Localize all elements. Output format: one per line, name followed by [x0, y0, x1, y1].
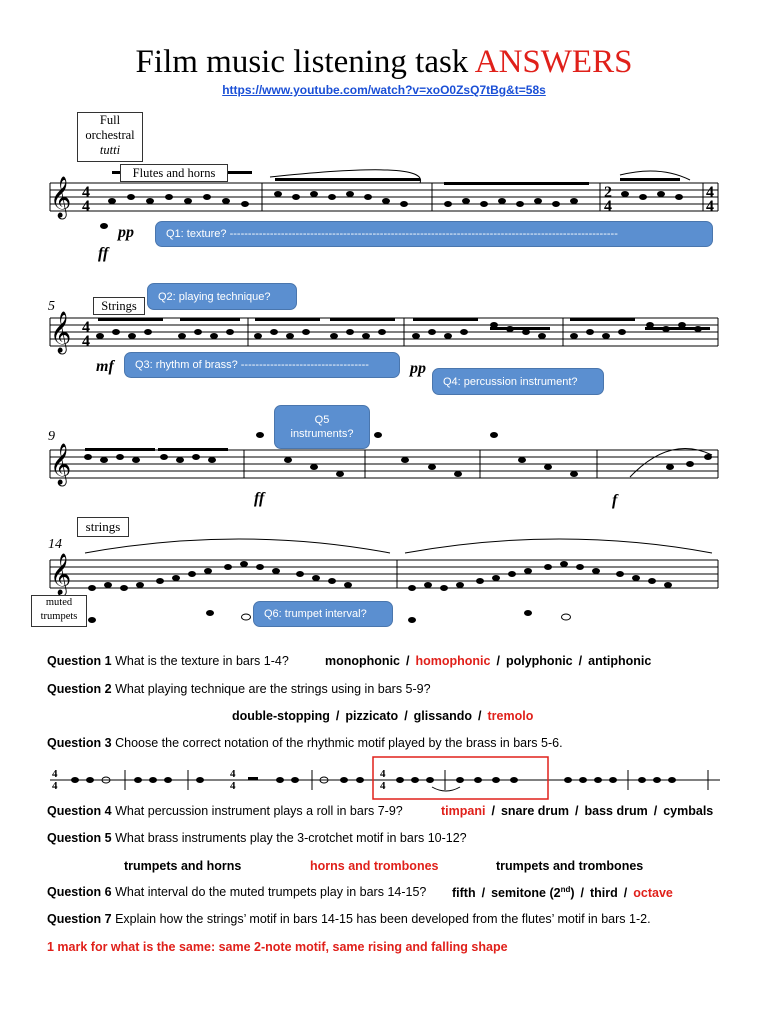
page-title	[0, 44, 768, 81]
svg-text:4: 4	[82, 198, 90, 215]
question-7	[47, 912, 651, 926]
callout-q5: Q5 instruments?	[274, 405, 370, 449]
dynamic-ff-2: ff	[254, 490, 265, 507]
svg-text:4: 4	[380, 780, 386, 792]
label-full: Full	[99, 113, 121, 127]
label-flutes-and-horns: Flutes and horns	[120, 164, 228, 182]
question-1	[47, 654, 289, 668]
q1-sep-1: /	[406, 654, 410, 668]
q2-option-pizzicato[interactable]: pizzicato	[345, 709, 399, 723]
svg-text:2: 2	[604, 184, 612, 201]
q7-number: 7	[104, 912, 112, 926]
q6-semitone-text: semitone (2	[491, 886, 561, 901]
q5-text: What brass instruments play the 3-crotchet motif in bars 10-12?	[115, 831, 467, 845]
q4-option-snare-drum[interactable]: snare drum	[500, 804, 570, 818]
q6-option-fifth[interactable]: fifth	[452, 886, 476, 901]
q2-sep-1: /	[335, 709, 340, 723]
dynamic-pp-2: pp	[410, 360, 426, 377]
q2-option-tremolo-answer[interactable]: tremolo	[487, 709, 534, 723]
label-full-orchestral	[77, 112, 143, 162]
callout-q6: Q6: trumpet interval?	[253, 601, 393, 627]
callout-q3: Q3: rhythm of brass? -----------------------------------	[124, 352, 400, 378]
svg-text:𝄞: 𝄞	[50, 312, 72, 353]
q2-options	[232, 709, 533, 723]
q2-sep-3: /	[478, 709, 482, 723]
question-6	[47, 885, 426, 899]
q1-number: 1	[104, 654, 112, 668]
q4-text: What percussion instrument plays a roll in bars 7-9?	[115, 804, 403, 818]
q3-number: 3	[104, 736, 112, 750]
q6-semitone-close: )	[570, 886, 575, 901]
dynamic-mf: mf	[96, 358, 114, 375]
q6-sep-1: /	[481, 886, 486, 901]
q6-option-semitone[interactable]	[491, 886, 574, 900]
q1-option-monophonic[interactable]: monophonic	[325, 654, 400, 668]
q4-number: 4	[104, 804, 112, 818]
svg-text:4: 4	[52, 780, 58, 792]
label-orchestral: orchestral	[85, 128, 135, 142]
q4-options	[441, 804, 713, 818]
question-4	[47, 804, 403, 818]
q5-option-trumpets-and-horns[interactable]: trumpets and horns	[124, 859, 242, 873]
label-muted-trumpets	[31, 595, 87, 627]
label-tutti: tutti	[99, 143, 121, 157]
svg-text:4: 4	[82, 319, 90, 336]
q1-label: Question	[47, 654, 102, 668]
q5-option-trumpets-and-trombones[interactable]: trumpets and trombones	[496, 859, 644, 873]
callout-q1: Q1: texture? ----------------------------------------------------------------------------------------------------------	[155, 221, 713, 247]
svg-text:𝄞: 𝄞	[50, 554, 72, 595]
q2-sep-2: /	[404, 709, 408, 723]
svg-text:4: 4	[706, 198, 714, 215]
q3-label: Question	[47, 736, 102, 750]
q2-option-double-stopping[interactable]: double-stopping	[232, 709, 330, 723]
q2-number: 2	[104, 682, 112, 696]
q6-options	[452, 885, 673, 900]
q4-option-timpani-answer[interactable]: timpani	[441, 804, 486, 818]
svg-text:4: 4	[52, 768, 58, 780]
q6-sep-2: /	[580, 886, 584, 901]
q4-sep-1: /	[491, 804, 495, 818]
q5-label: Question	[47, 831, 102, 845]
dynamic-ff-1: ff	[98, 245, 109, 262]
rhythm-option-3-answer[interactable]	[373, 757, 548, 799]
svg-text:4: 4	[604, 198, 612, 215]
title-text: Film music listening task	[135, 44, 469, 80]
q2-label: Question	[47, 682, 102, 696]
q6-text: What interval do the muted trumpets play in bars 14-15?	[115, 885, 427, 899]
svg-text:4: 4	[380, 768, 386, 780]
q5-option-horns-and-trombones-answer[interactable]: horns and trombones	[310, 859, 439, 873]
svg-text:𝄞: 𝄞	[50, 444, 72, 485]
callout-q2: Q2: playing technique?	[147, 283, 297, 310]
q5-number: 5	[104, 831, 112, 845]
q7-answer: 1 mark for what is the same: same 2-note motif, same rising and falling shape	[47, 940, 508, 954]
svg-text:4: 4	[82, 333, 90, 350]
q4-sep-2: /	[575, 804, 579, 818]
svg-text:4: 4	[230, 768, 236, 780]
label-strings-bar-14: strings	[77, 517, 129, 537]
youtube-link[interactable]: https://www.youtube.com/watch?v=xoO0ZsQ7tBg&t=58s	[222, 83, 546, 97]
callout-q4: Q4: percussion instrument?	[432, 368, 604, 395]
title-answers: ANSWERS	[474, 44, 633, 80]
q4-label: Question	[47, 804, 102, 818]
question-5	[47, 831, 467, 845]
staff-system-1	[50, 183, 718, 211]
svg-text:4: 4	[230, 780, 236, 792]
q6-option-third[interactable]: third	[590, 886, 618, 901]
q1-sep-3: /	[578, 654, 583, 668]
q1-options	[325, 654, 651, 668]
dynamic-f: f	[612, 492, 618, 509]
svg-text:4: 4	[82, 184, 90, 201]
label-muted: muted	[45, 597, 73, 608]
q6-number: 6	[104, 885, 112, 899]
q1-sep-2: /	[496, 654, 500, 668]
question-2	[47, 682, 431, 696]
staff-system-3	[50, 450, 718, 478]
q4-option-bass-drum[interactable]: bass drum	[584, 804, 648, 818]
dynamic-pp-1: pp	[118, 224, 134, 241]
q2-option-glissando[interactable]: glissando	[413, 709, 473, 723]
q7-label: Question	[47, 912, 102, 926]
q2-text: What playing technique are the strings using in bars 5-9?	[115, 682, 431, 696]
q1-option-homophonic-answer[interactable]: homophonic	[415, 654, 491, 668]
q7-text: Explain how the strings’ motif in bars 14-15 has been developed from the flutes’ motif in bars 1-2.	[115, 912, 651, 926]
q3-text: Choose the correct notation of the rhythmic motif played by the brass in bars 5-6.	[115, 736, 563, 750]
svg-text:4: 4	[706, 184, 714, 201]
question-3	[47, 736, 563, 750]
bar-number-14: 14	[48, 537, 62, 552]
q6-label: Question	[47, 885, 102, 899]
q1-option-polyphonic[interactable]: polyphonic	[505, 654, 573, 668]
q1-option-antiphonic[interactable]: antiphonic	[588, 654, 652, 668]
q6-semitone-sup: nd	[560, 885, 571, 894]
bar-number-5: 5	[48, 299, 55, 314]
label-strings: Strings	[93, 297, 145, 315]
q4-sep-3: /	[653, 804, 658, 818]
q6-option-octave-answer[interactable]: octave	[633, 886, 673, 901]
svg-text:𝄞: 𝄞	[50, 177, 72, 218]
label-trumpets: trumpets	[40, 611, 78, 622]
q1-text: What is the texture in bars 1-4?	[115, 654, 289, 668]
bar-number-9: 9	[48, 429, 55, 444]
q3-rhythm-options	[40, 755, 730, 805]
q6-sep-3: /	[623, 886, 628, 901]
q4-option-cymbals[interactable]: cymbals	[663, 804, 714, 818]
